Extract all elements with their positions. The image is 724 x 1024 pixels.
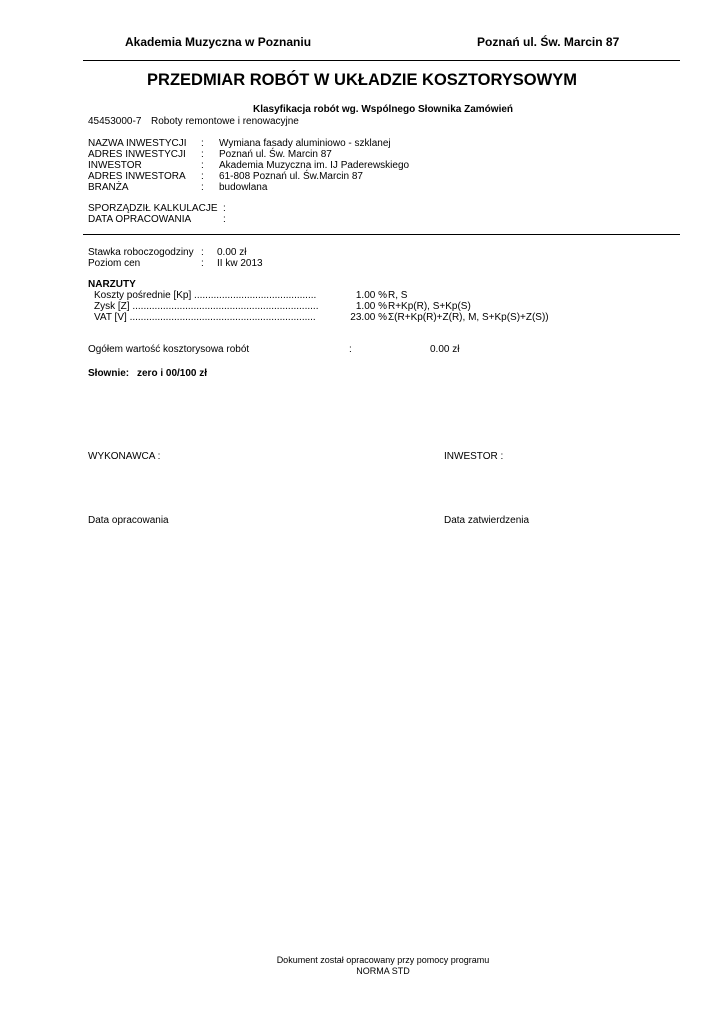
investment-label: BRANŻA xyxy=(88,182,129,193)
price-level-label: Poziom cen xyxy=(88,258,141,269)
prepared-date-label: DATA OPRACOWANIA xyxy=(88,214,192,225)
header-institution: Akademia Muzyczna w Poznaniu xyxy=(125,35,312,49)
rate-label: Stawka roboczogodziny xyxy=(88,247,194,258)
header-divider xyxy=(83,60,680,61)
rate-value: 0.00 zł xyxy=(217,247,247,258)
surcharge-label: Koszty pośrednie [Kp] ............................................ xyxy=(94,290,317,301)
date-prepared-label: Data opracowania xyxy=(88,515,169,526)
colon: : xyxy=(223,214,226,225)
classification-heading: Klasyfikacja robót wg. Wspólnego Słownika Zamówień xyxy=(252,104,514,115)
surcharge-basis: R+Kp(R), S+Kp(S) xyxy=(388,301,471,312)
total-label: Ogółem wartość kosztorysowa robót xyxy=(88,344,250,355)
surcharge-percent: 1.00 % xyxy=(355,301,387,312)
total-value: 0.00 zł xyxy=(430,344,460,355)
colon: : xyxy=(201,247,204,258)
classification-code: 45453000-7 xyxy=(88,116,142,127)
colon: : xyxy=(201,149,204,160)
surcharge-basis: R, S xyxy=(388,290,408,301)
date-approved-label: Data zatwierdzenia xyxy=(444,515,530,526)
surcharges-heading: NARZUTY xyxy=(88,279,136,290)
surcharge-basis: Σ(R+Kp(R)+Z(R), M, S+Kp(S)+Z(S)) xyxy=(388,312,549,323)
colon: : xyxy=(349,344,352,355)
prepared-by-label: SPORZĄDZIŁ KALKULACJE xyxy=(88,203,218,214)
surcharge-percent: 1.00 % xyxy=(355,290,387,301)
investment-value: Poznań ul. Św. Marcin 87 xyxy=(219,149,332,160)
investment-label: INWESTOR xyxy=(88,160,142,171)
surcharge-percent: 23.00 % xyxy=(350,312,387,323)
colon: : xyxy=(201,160,204,171)
price-level-value: II kw 2013 xyxy=(217,258,263,269)
classification-description: Roboty remontowe i renowacyjne xyxy=(151,116,299,127)
investment-value: Wymiana fasady aluminiowo - szklanej xyxy=(219,138,391,149)
surcharge-label: VAT [V] ................................................................... xyxy=(94,312,316,323)
in-words-value: zero i 00/100 zł xyxy=(137,368,208,379)
colon: : xyxy=(201,182,204,193)
investor-signature-label: INWESTOR : xyxy=(444,451,504,462)
colon: : xyxy=(223,203,226,214)
section-divider xyxy=(83,234,680,235)
investment-label: NAZWA INWESTYCJI xyxy=(88,138,187,149)
header-address: Poznań ul. Św. Marcin 87 xyxy=(477,35,620,49)
colon: : xyxy=(201,171,204,182)
page-title: PRZEDMIAR ROBÓT W UKŁADZIE KOSZTORYSOWYM xyxy=(147,71,577,89)
colon: : xyxy=(201,138,204,149)
in-words-label: Słownie: xyxy=(88,368,130,379)
footer-line-2: NORMA STD xyxy=(356,966,410,976)
investment-value: Akademia Muzyczna im. IJ Paderewskiego xyxy=(219,160,410,171)
investment-label: ADRES INWESTYCJI xyxy=(88,149,186,160)
investment-value: 61-808 Poznań ul. Św.Marcin 87 xyxy=(219,171,363,182)
surcharge-label: Zysk [Z] ................................................................... xyxy=(94,301,319,312)
investment-value: budowlana xyxy=(219,182,268,193)
contractor-signature-label: WYKONAWCA : xyxy=(88,451,161,462)
colon: : xyxy=(201,258,204,269)
investment-label: ADRES INWESTORA xyxy=(88,171,186,182)
footer-line-1: Dokument został opracowany przy pomocy programu xyxy=(276,955,490,965)
